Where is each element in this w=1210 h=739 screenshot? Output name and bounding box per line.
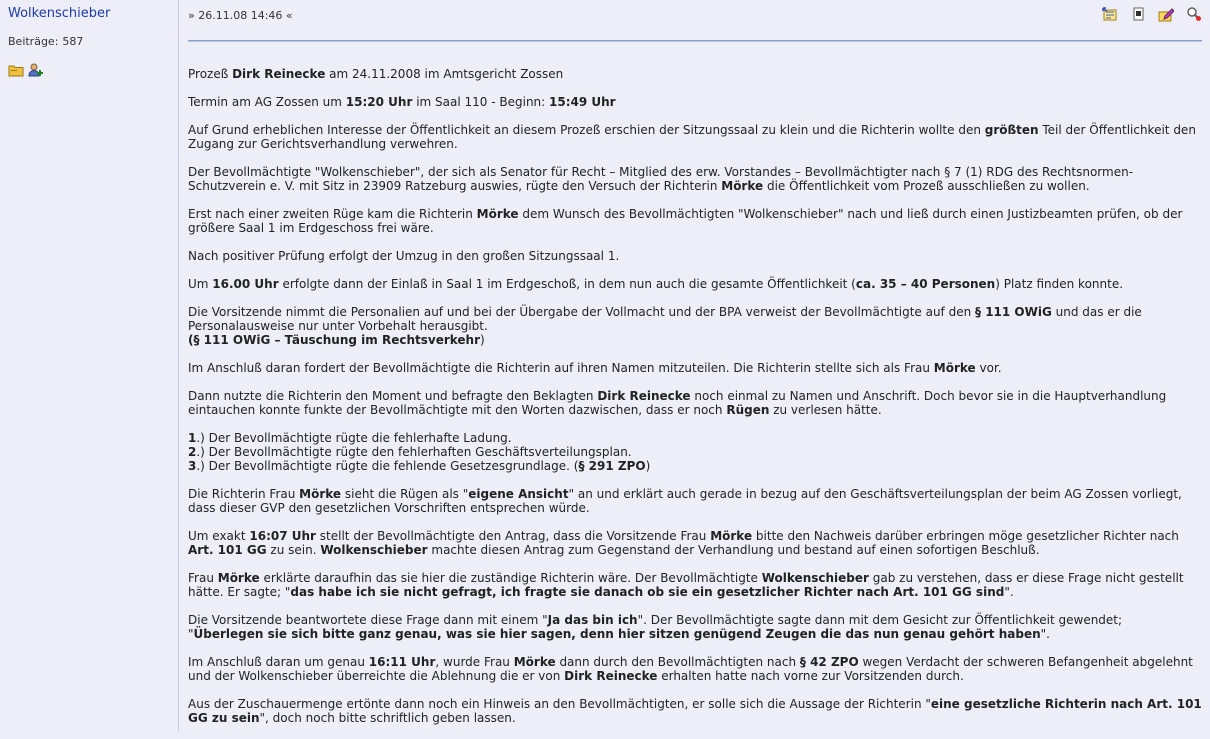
post-count-value: 587 [62, 35, 84, 48]
post-divider [188, 40, 1202, 42]
post-actions [1102, 6, 1202, 22]
post-paragraph: Die Vorsitzende beantwortete diese Frage dann mit einem "Ja das bin ich". Der Bevollmächtigte sagte dann mit dem Gesicht zur Öffentlichkeit gewendet; "Überlegen sie sich bitte ganz genau, was sie hier sagen, denn hier sitzen genügend Zeugen die das nun genau gehört haben". [188, 613, 1123, 641]
post-paragraph: Auf Grund erheblichen Interesse der Öffentlichkeit an diesem Prozeß erschien der Sitzungssaal zu klein und die Richterin wollte den größten Teil der Öffentlichkeit den Zugang zur Gerichtsverhandlung verwehren. [188, 123, 1196, 151]
post-paragraph: Die Richterin Frau Mörke sieht die Rügen als "eigene Ansicht" an und erklärt auch gerade in bezug auf den Geschäftsverteilungsplan der beim AG Zossen vorliegt, dass dieser GVP den gesetzlichen Vorschriften entsprechen würde. [188, 487, 1182, 515]
post-count-label: Beiträge: [8, 35, 59, 48]
post-author-sidebar [0, 0, 179, 731]
edit-icon[interactable] [1158, 6, 1174, 22]
profile-folder-icon[interactable] [8, 62, 24, 78]
post-paragraph: Dann nutzte die Richterin den Moment und befragte den Beklagten Dirk Reinecke noch einmal zu Namen und Anschrift. Doch bevor sie in die Hauptverhandlung eintauchen konnte funkte der Bevollmächtigte mit den Worten dazwischen, dass er noch Rügen zu verlesen hätte. [188, 389, 1167, 417]
post-paragraph: Frau Mörke erklärte daraufhin das sie hier die zuständige Richterin wäre. Der Bevollmächtigte Wolkenschieber gab zu verstehen, dass er diese Frage nicht gestellt hätte. Er sagte; "das habe ich sie nicht gefragt, ich fragte sie danach ob sie ein gesetzlicher Richter nach Art. 101 GG sind". [188, 571, 1184, 599]
post-paragraph: 1.) Der Bevollmächtigte rügte die fehlerhafte Ladung. 2.) Der Bevollmächtigte rügte den fehlerhaften Geschäftsverteilungsplan. 3.) Der Bevollmächtigte rügte die fehlende Gesetzesgrundlage. (§ 291 ZPO) [188, 431, 651, 473]
report-icon[interactable] [1186, 6, 1202, 22]
post-body [188, 67, 1202, 739]
quote-icon[interactable] [1102, 6, 1118, 22]
post-paragraph: Der Bevollmächtigte "Wolkenschieber", der sich als Senator für Recht – Mitglied des erw. Vorstandes – Bevollmächtigter nach § 7 (1) RDG des Rechtsnormen-Schutzverein e. V. mit Sitz in 23909 Ratzeburg auswies, rügte den Versuch der Richterin Mörke die Öffentlichkeit vom Prozeß ausschließen zu wollen. [188, 165, 1134, 193]
post-paragraph: Erst nach einer zweiten Rüge kam die Richterin Mörke dem Wunsch des Bevollmächtigten "Wolkenschieber" nach und ließ durch einen Justizbeamten prüfen, ob der größere Saal 1 im Erdgeschoss frei wäre. [188, 207, 1183, 235]
post-paragraph: Nach positiver Prüfung erfolgt der Umzug in den großen Sitzungssaal 1. [188, 249, 620, 263]
post-paragraph: Die Vorsitzende nimmt die Personalien auf und bei der Übergabe der Vollmacht und der BPA verweist der Bevollmächtigte auf den § 111 OWiG und das er die Personalausweise nur unter Vorbehalt herausgibt. (§ 111 OWiG – Täuschung im Rechtsverkehr) [188, 305, 1142, 347]
author-username[interactable]: Wolkenschieber [8, 6, 111, 21]
post-paragraph: Um 16.00 Uhr erfolgte dann der Einlaß in Saal 1 im Erdgeschoß, in dem nun auch die gesamte Öffentlichkeit (ca. 35 – 40 Personen) Platz finden konnte. [188, 277, 1124, 291]
post-paragraph: Im Anschluß daran um genau 16:11 Uhr, wurde Frau Mörke dann durch den Bevollmächtigten nach § 42 ZPO wegen Verdacht der schweren Befangenheit abgelehnt und der Wolkenschieber überreichte die Ablehnung die er von Dirk Reinecke erhalten hatte nach vorne zur Vorsitzenden durch. [188, 655, 1193, 683]
add-buddy-icon[interactable] [28, 62, 44, 78]
page-icon[interactable] [1130, 6, 1146, 22]
post-paragraph: Aus der Zuschauermenge ertönte dann noch ein Hinweis an den Bevollmächtigten, er solle sich die Aussage der Richterin "eine gesetzliche Richterin nach Art. 101 GG zu sein", doch noch bitte schriftlich geben lassen. [188, 697, 1202, 725]
post-paragraph: Im Anschluß daran fordert der Bevollmächtigte die Richterin auf ihren Namen mitzuteilen. Die Richterin stellte sich als Frau Mörke vor. [188, 361, 1002, 375]
post-paragraph: Prozeß Dirk Reinecke am 24.11.2008 im Amtsgericht Zossen [188, 67, 564, 81]
post-paragraph: Um exakt 16:07 Uhr stellt der Bevollmächtigte den Antrag, dass die Vorsitzende Frau Mörke bitte den Nachweis darüber erbringen möge gesetzlicher Richter nach Art. 101 GG zu sein. Wolkenschieber machte diesen Antrag zum Gegenstand der Verhandlung und bestand auf einen sofortigen Beschluß. [188, 529, 1179, 557]
post-main [178, 0, 1210, 731]
author-actions [8, 62, 44, 78]
author-post-count [8, 35, 83, 48]
post-paragraph: Termin am AG Zossen um 15:20 Uhr im Saal 110 - Beginn: 15:49 Uhr [188, 95, 616, 109]
post-date: » 26.11.08 14:46 « [188, 9, 293, 22]
